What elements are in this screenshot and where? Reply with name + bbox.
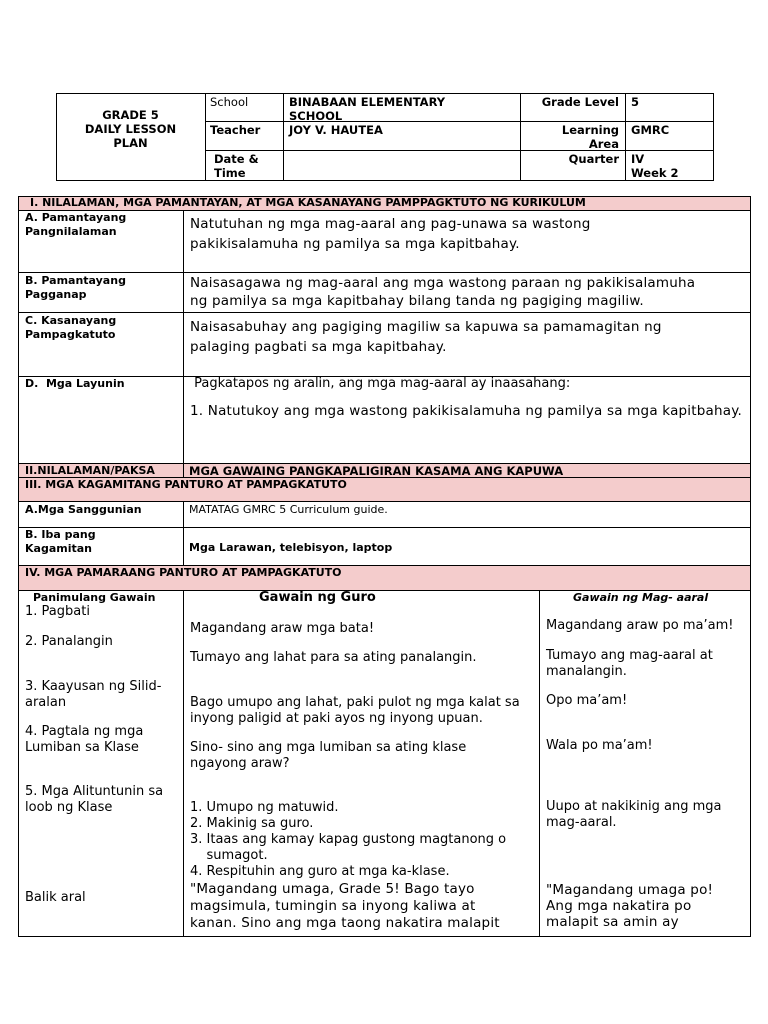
step-label-balik-aral: Balik aral: [25, 890, 86, 905]
row-label-pangnilalaman: A. Pamantayang Pangnilalaman: [25, 211, 127, 238]
step-guro-pagbati: Magandang araw mga bata!: [190, 621, 375, 636]
row-text-pagganap: Naisasagawa ng mag-aaral ang mga wastong paraan ng pakikisalamuha ng pamilya sa mga kapitbahay bilang tanda ng pagiging magiliw.: [190, 275, 696, 309]
teacher-label: Teacher: [210, 123, 261, 137]
section-2-value: MGA GAWAING PANGKAPALIGIRAN KASAMA ANG KAPUWA: [189, 464, 564, 478]
teacher-value: JOY V. HAUTEA: [289, 123, 383, 137]
step-guro-balik-aral: "Magandang umaga, Grade 5! Bago tayo magsimula, tumingin sa inyong kaliwa at kanan. Sino ang mga taong nakatira malapit: [190, 881, 500, 931]
school-value: BINABAAN ELEMENTARY SCHOOL: [289, 95, 446, 123]
step-guro-alituntunin: 1. Umupo ng matuwid. 2. Makinig sa guro. 3. Itaas ang kamay kapag gustong magtanong o sumagot. 4. Respituhin ang guro at mga ka-klase.: [190, 800, 507, 879]
row-text-pangnilalaman: Natutuhan ng mga mag-aaral ang pag-unawa sa wastong pakikisalamuha ng pamilya sa mga kapitbahay.: [190, 216, 591, 252]
col-header-gawain-mag-aaral: Gawain ng Mag- aaral: [573, 591, 709, 604]
layunin-intro: Pagkatapos ng aralin, ang mga mag-aaral ay inaasahang:: [190, 376, 571, 391]
step-guro-panalangin: Tumayo ang lahat para sa ating panalangin.: [190, 650, 477, 665]
row-text-pampagkatuto: Naisasabuhay ang pagiging magiliw sa kapuwa sa pamamagitan ng palaging pagbati sa mga kapitbahay.: [190, 319, 662, 355]
row-label-kagamitan: B. Iba pang Kagamitan: [25, 528, 96, 555]
col-header-panimulang-gawain: Panimulang Gawain: [33, 591, 156, 604]
col-header-gawain-guro: Gawain ng Guro: [259, 590, 376, 605]
learning-area-label: Learning Area: [561, 123, 619, 151]
step-label-alituntunin: 5. Mga Alituntunin sa loob ng Klase: [25, 784, 164, 815]
step-mag-aaral-alituntunin: Uupo at nakikinig ang mga mag-aaral.: [546, 799, 722, 830]
step-label-panalangin: 2. Panalangin: [25, 634, 113, 649]
row-value-sanggunian: MATATAG GMRC 5 Curriculum guide.: [189, 503, 388, 516]
step-label-pagtala: 4. Pagtala ng mga Lumiban sa Klase: [25, 724, 144, 755]
row-value-kagamitan: Mga Larawan, telebisyon, laptop: [189, 541, 393, 554]
step-guro-pagtala: Sino- sino ang mga lumiban sa ating klase ngayong araw?: [190, 740, 467, 771]
step-guro-kaayusan: Bago umupo ang lahat, paki pulot ng mga kalat sa inyong paligid at paki ayos ng inyong upuan.: [190, 695, 520, 726]
step-mag-aaral-kaayusan: Opo ma’am!: [546, 693, 628, 708]
layunin-text: 1. Natutukoy ang mga wastong pakikisalamuha ng pamilya sa mga kapitbahay.: [190, 403, 742, 419]
step-mag-aaral-pagtala: Wala po ma’am!: [546, 738, 653, 753]
row-label-pagganap: B. Pamantayang Pagganap: [25, 274, 126, 301]
section-1-title: I. NILALAMAN, MGA PAMANTAYAN, AT MGA KASANAYANG PAMPPAGKTUTO NG KURIKULUM: [30, 196, 586, 209]
row-label-pampagkatuto: C. Kasanayang Pampagkatuto: [25, 314, 117, 341]
step-mag-aaral-balik-aral: "Magandang umaga po! Ang mga nakatira po malapit sa amin ay: [546, 882, 714, 930]
date-time-label: Date & Time: [214, 152, 259, 180]
quarter-label: Quarter: [568, 152, 619, 166]
quarter-value: IV Week 2: [631, 152, 679, 180]
step-label-pagbati: 1. Pagbati: [25, 604, 90, 619]
learning-area-value: GMRC: [631, 123, 670, 137]
lesson-plan-title: GRADE 5 DAILY LESSON PLAN: [84, 108, 177, 150]
school-label: School: [210, 95, 249, 109]
step-label-kaayusan: 3. Kaayusan ng Silid- aralan: [25, 679, 162, 710]
section-2-label: II.NILALAMAN/PAKSA: [25, 464, 155, 477]
row-label-layunin: D. Mga Layunin: [25, 377, 125, 390]
grade-level-value: 5: [631, 95, 640, 109]
grade-level-label: Grade Level: [541, 95, 619, 109]
section-4-title: IV. MGA PAMARAANG PANTURO AT PAMPAGKATUTO: [25, 566, 342, 579]
step-mag-aaral-pagbati: Magandang araw po ma’am!: [546, 618, 734, 633]
section-3-title: III. MGA KAGAMITANG PANTURO AT PAMPAGKATUTO: [25, 478, 347, 491]
step-mag-aaral-panalangin: Tumayo ang mag-aaral at manalangin.: [546, 648, 713, 679]
row-label-sanggunian: A.Mga Sanggunian: [25, 503, 142, 516]
